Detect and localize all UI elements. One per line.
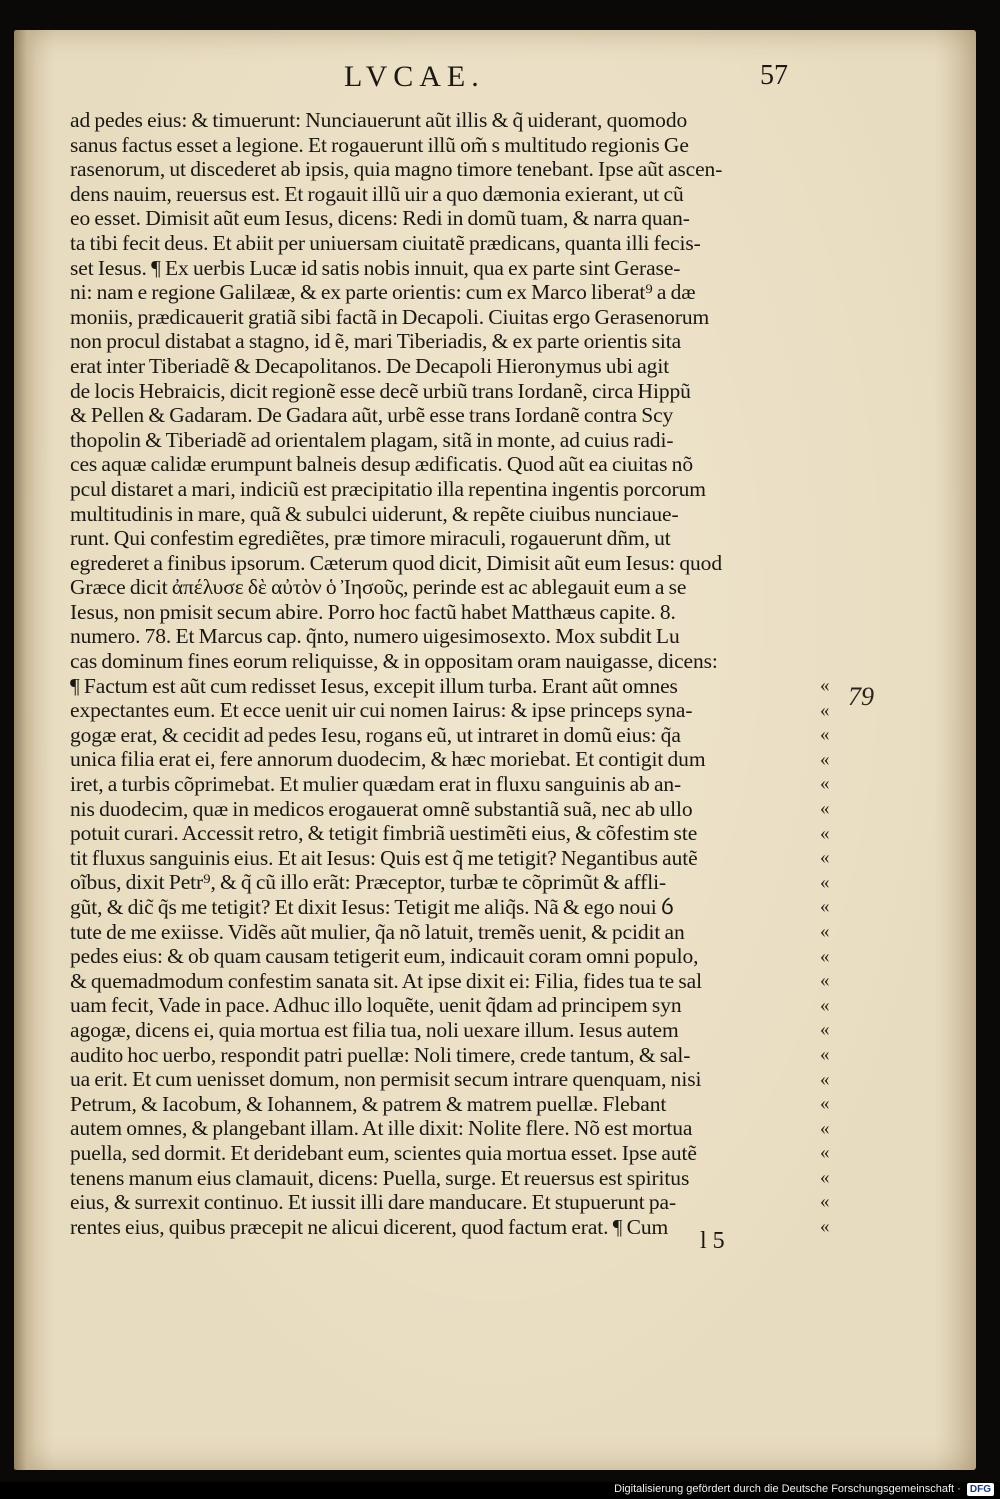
text-line: ad pedes eius: & timuerunt: Nunciauerunt aũt illis & q̃ uiderant, quomodo (70, 108, 688, 132)
text-line: ces aquæ calidæ erumpunt balneis desup ædificatis. Quod aũt ea ciuitas nõ (70, 452, 693, 477)
text-line: runt. Qui confestim egrediẽtes, præ timore miraculi, rogauerunt dñm, ut (70, 526, 671, 551)
text-line: autem omnes, & plangebant illam. At ille dixit: Nolite flere. Nõ est mortua (70, 1116, 693, 1141)
running-head-title: LVCAE. (344, 60, 485, 93)
text-line: ta tibi fecit deus. Et abiit per uniuersam ciuitatẽ prædicans, quanta illi fecis- (70, 230, 701, 255)
text-line: eius, & surrexit continuo. Et iussit illi dare manducare. Et stupuerunt pa- (70, 1190, 677, 1215)
quotation-mark: « (820, 773, 830, 795)
running-head (280, 60, 880, 96)
text-line: pedes eius: & ob quam causam tetigerit eum, indicauit coram omni populo, (70, 944, 699, 969)
text-line: tenens manum eius clamauit, dicens: Puella, surge. Et reuersus est spiritus (70, 1165, 690, 1190)
text-line: ¶ Factum est aũt cum redisset Iesus, excepit illum turba. Erant aũt omnes (70, 673, 678, 698)
signature-mark: l 5 (700, 1228, 725, 1254)
text-line: nis duodecim, quæ in medicos erogauerat omnẽ substantiã suã, nec ab ullo (70, 796, 693, 821)
text-line: ua erit. Et cum uenisset domum, non permisit secum intrare quenquam, nisi (70, 1067, 702, 1092)
text-line: Petrum, & Iacobum, & Iohannem, & patrem & matrem puellæ. Flebant (70, 1091, 667, 1116)
text-line: eo esset. Dimisit aũt eum Iesus, dicens: Redi in domũ tuam, & narra quan- (70, 206, 690, 231)
footer-credit (614, 1483, 994, 1496)
quotation-mark: « (820, 797, 830, 819)
text-line: erat inter Tiberiadẽ & Decapolitanos. De Decapoli Hieronymus ubi agit (70, 353, 670, 378)
text-line: pcul distaret a mari, indiciũ est præcipitatio illa repentina ingentis porcorum (70, 476, 706, 501)
quotation-mark: « (820, 1142, 830, 1164)
text-line: set Iesus. ¶ Ex uerbis Lucæ id satis nobis innuit, qua ex parte sint Gerase- (70, 255, 681, 280)
footer-bar (0, 1482, 1000, 1499)
quotation-mark: « (820, 699, 830, 721)
text-line: Græce dicit ἀπέλυσε δὲ αὐτὸν ὁ Ἰησοῦς, perinde est ac ablegauit eum a se (70, 575, 687, 600)
text-line: oĩbus, dixit Petr⁹, & q̃ cũ illo erãt: Præceptor, turbæ te cõprimũt & affli- (70, 870, 666, 895)
footer-credit-text: Digitalisierung gefördert durch die Deutsche Forschungsgemeinschaft · (614, 1483, 961, 1495)
text-line: rentes eius, quibus præcepit ne alicui dicerent, quod factum erat. ¶ Cum (70, 1214, 669, 1239)
text-line: multitudinis in mare, quã & subulci uiderunt, & repẽte ciuibus nunciaue- (70, 501, 679, 526)
text-line: dens nauim, reuersus est. Et rogauit illũ uir a quo dæmonia exierant, ut cũ (70, 181, 684, 206)
quotation-mark: « (820, 748, 830, 770)
quotation-mark: « (820, 1093, 830, 1115)
text-line: potuit curari. Accessit retro, & tetigit fimbriã uestimẽti eius, & cõfestim ste (70, 821, 698, 846)
text-line: numero. 78. Et Marcus cap. q̃nto, numero uigesimosexto. Mox subdit Lu (70, 624, 680, 649)
text-line: audito hoc uerbo, respondit patri puellæ: Noli timere, crede tantum, & sal- (70, 1042, 691, 1067)
quotation-mark: « (820, 920, 830, 942)
text-line: tit fluxus sanguinis eius. Et ait Iesus: Quis est q̃ me tetigit? Negantibus autẽ (70, 845, 698, 870)
text-line: de locis Hebraicis, dicit regionẽ esse decẽ urbiũ trans Iordanẽ, circa Hippũ (70, 378, 691, 403)
text-line: rasenorum, ut discederet ab ipsis, quia magno timore tenebant. Ipse aũt ascen- (70, 157, 723, 182)
text-line: thopolin & Tiberiadẽ ad orientalem plagam, sitã in monte, ad cuius radi- (70, 427, 674, 452)
quotation-mark: « (820, 1068, 830, 1090)
quotation-mark: « (820, 1191, 830, 1213)
text-line: puella, sed dormit. Et deridebant eum, scientes quia mortua esset. Ipse autẽ (70, 1140, 697, 1165)
text-line: moniis, prædicauerit gratiã sibi factã in Decapoli. Ciuitas ergo Gerasenorum (70, 304, 710, 329)
text-line: cas dominum fines eorum reliquisse, & in oppositam oram nauigasse, dicens: (70, 649, 718, 674)
text-line: sanus factus esset a legione. Et rogauerunt illũ om̃ s multitudo regionis Ge (70, 132, 689, 157)
text-line: & quemadmodum confestim sanata sit. At ipse dixit ei: Filia, fides tua te sal (70, 968, 702, 993)
text-line: Iesus, non pmisit secum abire. Porro hoc factũ habet Matthæus capite. 8. (70, 599, 676, 624)
text-line: tute de me exiisse. Vidẽs aũt mulier, q̃a nõ latuit, tremẽs uenit, & pcidit an (70, 919, 685, 944)
quotation-mark: « (820, 675, 830, 696)
quotation-mark: « (820, 1166, 830, 1188)
quotation-mark: « (820, 1019, 830, 1041)
dfg-logo[interactable]: DFG (967, 1483, 994, 1496)
text-line: agogæ, dicens ei, quia mortua est filia tua, noli uexare illum. Iesus autem (70, 1017, 679, 1042)
quotation-marks-column (820, 674, 850, 1240)
quotation-mark: « (820, 970, 830, 992)
quotation-mark: « (820, 945, 830, 967)
quotation-mark: « (820, 1117, 830, 1139)
text-line: gũt, & dic̃ q̃s me tetigit? Et dixit Iesus: Tetigit me aliq̃s. Nã & ego noui ỽ (70, 895, 674, 919)
margin-note: 79 (848, 682, 874, 711)
quotation-mark: « (820, 724, 830, 746)
quotation-mark: « (820, 871, 830, 893)
page-number: 57 (760, 60, 788, 91)
text-line: & Pellen & Gadaram. De Gadara aũt, urbẽ esse trans Iordanẽ contra Scy (70, 403, 674, 428)
text-line: egrederet a finibus ipsorum. Cæterum quod dicit, Dimisit aũt eum Iesus: quod (70, 550, 722, 575)
quotation-mark: « (820, 994, 830, 1016)
text-line: gogæ erat, & cecidit ad pedes Iesu, rogans eũ, ut intraret in domũ eius: q̃a (70, 722, 681, 747)
body-text (70, 108, 830, 1239)
page-gutter-shadow (14, 30, 36, 1470)
text-line: expectantes eum. Et ecce uenit uir cui nomen Iairus: & ipse princeps syna- (70, 698, 693, 723)
quotation-mark: « (820, 1043, 830, 1065)
quotation-mark: « (820, 822, 830, 844)
text-line: uam fecit, Vade in pace. Adhuc illo loquẽte, uenit q̃dam ad principem syn (70, 993, 682, 1018)
text-line: unica filia erat ei, fere annorum duodecim, & hæc moriebat. Et contigit dum (70, 747, 706, 772)
text-line: ni: nam e regione Galilææ, & ex parte orientis: cum ex Marco liberat⁹ a dæ (70, 280, 696, 305)
text-line: iret, a turbis cõprimebat. Et mulier quædam erat in fluxu sanguinis ab an- (70, 772, 682, 797)
text-line: non procul distabat a stagno, id ẽ, mari Tiberiadis, & ex parte orientis sita (70, 329, 682, 354)
quotation-mark: « (820, 1216, 830, 1238)
quotation-mark: « (820, 847, 830, 869)
quotation-mark: « (820, 896, 830, 918)
